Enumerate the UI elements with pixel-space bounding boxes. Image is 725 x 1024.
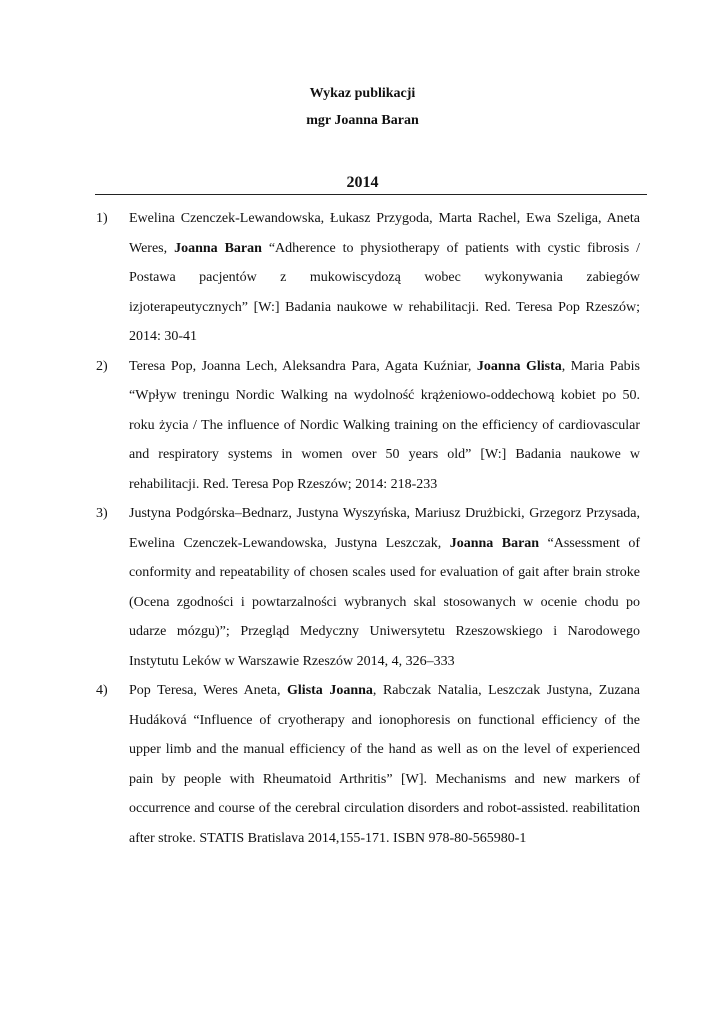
publication-details: , Maria Pabis “Wpływ treningu Nordic Walking na wydolność krążeniowo-oddechową kobiet po 50. roku życia / The influence of Nordic Walking training on the efficiency of cardiovascular and respiratory systems in women over 50 years old” [W:] Badania naukowe w rehabilitacji. Red. Teresa Pop Rzeszów; 2014: 218-233 [129, 358, 640, 492]
publication-text [129, 204, 640, 352]
publication-authors: Pop Teresa, Weres Aneta, [129, 683, 288, 698]
publication-authors: Ewelina Czenczek-Lewandowska, Łukasz Przygoda, Marta Rachel, Ewa Szeliga, Aneta Weres, [129, 211, 640, 256]
publication-details: , Rabczak Natalia, Leszczak Justyna, Zuzana Hudáková “Influence of cryotherapy and ionophoresis on functional efficiency of the upper limb and the manual efficiency of the hand as well as on the level of experienced pain by people with Rheumatoid Arthritis” [W]. Mechanisms and new markers of occurrence and course of the cerebral circulation disorders and robot-assisted. reabilitation after stroke. STATIS Bratislava 2014,155-171. ISBN 978-80-565980-1 [129, 683, 640, 846]
publication-highlight-author: Joanna Baran [449, 535, 540, 551]
publication-details: “Adherence to physiotherapy of patients with cystic fibrosis / Postawa pacjentów z mukowiscydozą wobec wykonywania zabiegów izjoterapeutycznych” [W:] Badania naukowe w rehabilitacji. Red. Teresa Pop Rzeszów; 2014: 30-41 [129, 240, 640, 344]
publication-number: 1) [96, 211, 108, 226]
publication-item-1 [96, 204, 640, 352]
publication-item-2 [96, 352, 640, 500]
author-name: mgr Joanna Baran [306, 113, 419, 128]
year-heading: 2014 [346, 174, 379, 191]
publication-authors: Justyna Podgórska–Bednarz, Justyna Wyszyńska, Mariusz Drużbicki, Grzegorz Przysada, Ewelina Czenczek-Lewandowska, Justyna Leszczak, [129, 506, 640, 551]
publication-highlight-author: Glista Joanna [287, 683, 373, 698]
publication-number: 3) [96, 506, 108, 521]
section-divider [95, 194, 647, 195]
publication-item-4 [96, 676, 640, 853]
publication-list [96, 204, 640, 853]
publication-item-3 [96, 499, 640, 676]
publication-highlight-author: Joanna Glista [476, 358, 562, 374]
publication-text [129, 676, 640, 853]
publication-text [129, 499, 640, 676]
publication-number: 2) [96, 358, 108, 374]
publication-number: 4) [96, 683, 108, 698]
publication-highlight-author: Joanna Baran [174, 240, 262, 256]
publication-text [129, 352, 640, 500]
publication-details: “Assessment of conformity and repeatability of chosen scales used for evaluation of gait after brain stroke (Ocena zgodności i powtarzalności wybranych skal stosowanych w ocenie chodu po udarze mózgu)”; Przegląd Medyczny Uniwersytetu Rzeszowskiego i Narodowego Instytutu Leków w Warszawie Rzeszów 2014, 4, 326–333 [129, 535, 640, 669]
publication-authors: Teresa Pop, Joanna Lech, Aleksandra Para, Agata Kuźniar, [129, 358, 477, 374]
document-title: Wykaz publikacji [309, 86, 416, 101]
